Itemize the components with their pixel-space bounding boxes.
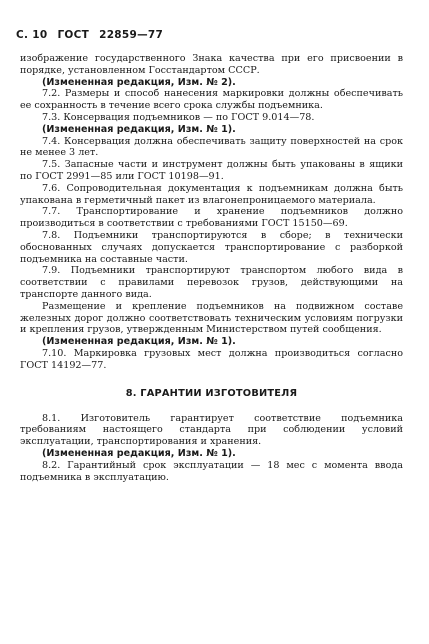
paragraph-7-7: 7.7. Транспортирование и хранение подъемников должно производиться в соответствии с требованиями ГОСТ 15150—69. bbox=[20, 206, 403, 230]
paragraph-7-5: 7.5. Запасные части и инструмент должны быть упакованы в ящики по ГОСТ 2991—85 или ГОСТ 10198—91. bbox=[20, 159, 403, 182]
document-page bbox=[16, 28, 403, 483]
amendment-note: (Измененная редакция, Изм. № 2). bbox=[42, 76, 236, 88]
section-8-body bbox=[20, 413, 403, 484]
paragraph-continuation: изображение государственного Знака качества при его присвоении в порядке, установленном Госстандартом СССР. bbox=[20, 53, 403, 76]
page-number: С. 10 bbox=[16, 29, 48, 41]
standard-label: ГОСТ bbox=[57, 29, 90, 41]
paragraph-7-8: 7.8. Подъемники транспортируются в сборе; в технически обоснованных случаях допускается транспортирование с разборкой подъемника на составные части. bbox=[20, 229, 403, 265]
paragraph-7-6: 7.6. Сопроводительная документация к подъемникам должна быть упакована в герметичный пакет из влагонепроницаемого материала. bbox=[20, 182, 403, 206]
paragraph-7-9: 7.9. Подъемники транспортируют транспортом любого вида в соответствии с правилами перевозок грузов, действующими на транспорте данного вида. bbox=[20, 265, 403, 300]
paragraph-7-3: 7.3. Консервация подъемников — по ГОСТ 9.014—78. bbox=[42, 111, 315, 123]
paragraph-7-2: 7.2. Размеры и способ нанесения маркировки должны обеспечивать ее сохранность в течение всего срока службы подъемника. bbox=[20, 88, 403, 112]
paragraph-7-4: 7.4. Консервация должна обеспечивать защиту поверхностей на срок не менее 3 лет. bbox=[20, 135, 403, 159]
paragraph-8-1: 8.1. Изготовитель гарантирует соответствие подъемника требованиям настоящего стандарта при соблюдении условий эксплуатации, транспортирования и хранения. bbox=[20, 412, 403, 448]
paragraph-7-9-placement: Размещение и крепление подъемников на подвижном составе железных дорог должно соответствовать техническим условиям погрузки и крепления грузов, утвержденным Министерством путей сообщения. bbox=[20, 300, 403, 336]
standard-number: 22859—77 bbox=[99, 29, 164, 41]
section-7-body bbox=[20, 53, 403, 372]
amendment-note: (Измененная редакция, Изм. № 1). bbox=[42, 336, 236, 348]
paragraph-8-2: 8.2. Гарантийный срок эксплуатации — 18 мес с момента ввода подъемника в эксплуатацию. bbox=[20, 459, 403, 483]
amendment-note: (Измененная редакция, Изм. № 1). bbox=[42, 447, 236, 459]
amendment-note: (Измененная редакция, Изм. № 1). bbox=[42, 123, 236, 135]
page-header bbox=[16, 28, 403, 42]
section-8-title: 8. ГАРАНТИИ ИЗГОТОВИТЕЛЯ bbox=[125, 387, 298, 399]
paragraph-7-10: 7.10. Маркировка грузовых мест должна производиться согласно ГОСТ 14192—77. bbox=[20, 347, 403, 371]
